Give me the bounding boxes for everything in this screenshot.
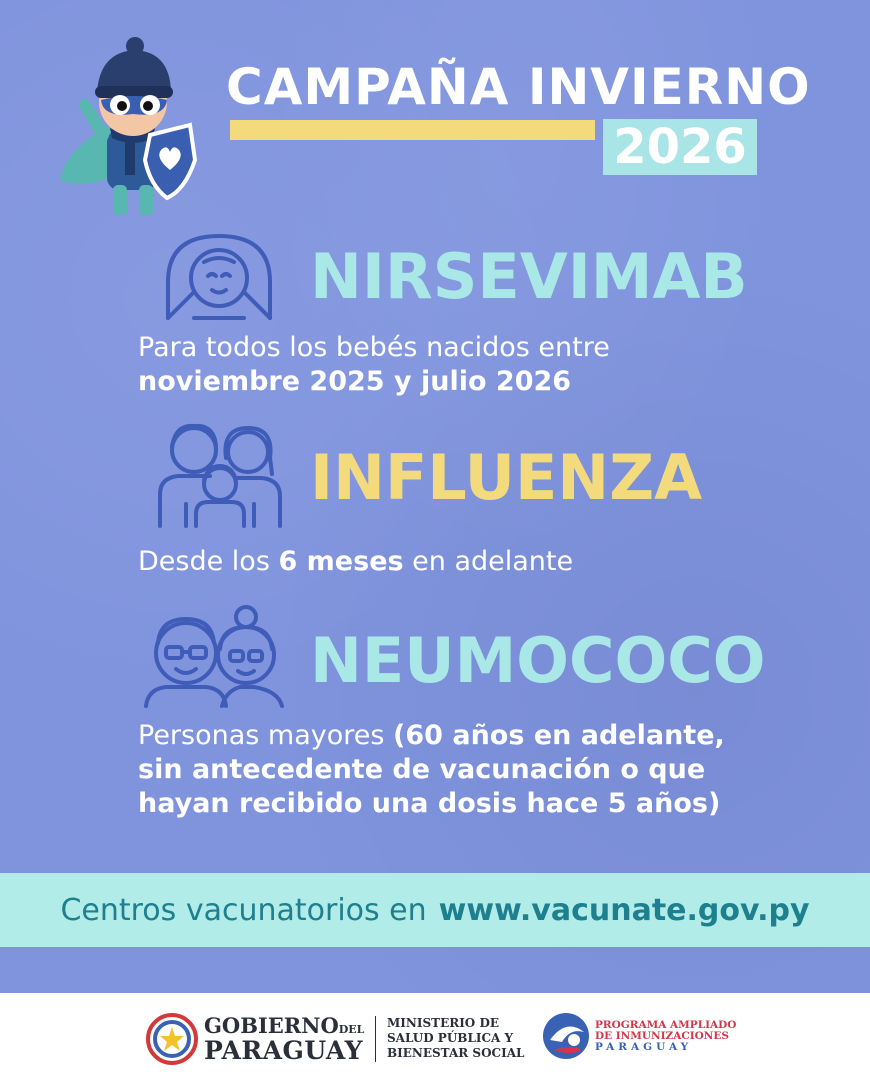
banner-text: Centros vacunatorios en [60, 892, 427, 928]
description-line-bold: hayan recibido una dosis hace 5 años) [138, 788, 721, 819]
title-underline-bar [230, 120, 595, 140]
description-line: Para todos los bebés nacidos entre [138, 332, 610, 363]
government-star-emblem-icon [146, 1013, 198, 1065]
year-badge [603, 119, 757, 175]
description-line-bold: sin antecedente de vacunación o que [138, 754, 706, 785]
pai-line: DE INMUNIZACIONES [595, 1030, 729, 1042]
ministry-line: MINISTERIO DE [387, 1016, 499, 1030]
vaccine-name-nirsevimab [310, 240, 748, 313]
neumococo-description [138, 719, 725, 821]
vaccine-name-neumococo [310, 624, 766, 697]
ministry-line: BIENESTAR SOCIAL [387, 1046, 525, 1060]
influenza-description [138, 545, 573, 579]
campaign-year: 2026 [613, 119, 747, 175]
baby-icon [164, 232, 274, 320]
vaccine-name-influenza [310, 441, 703, 514]
vaccine-name-text: NIRSEVIMAB [310, 240, 748, 313]
description-bold: 6 meses [278, 546, 404, 577]
government-of-paraguay-logo [204, 1015, 364, 1063]
pai-line: PARAGUAY [595, 1041, 693, 1053]
family-icon [156, 418, 284, 528]
description-text: Desde los [138, 546, 279, 577]
website-link[interactable]: www.vacunate.gov.py [438, 892, 810, 928]
immunization-program-text [595, 1020, 736, 1053]
ministry-logo-text [387, 1016, 524, 1061]
vaccination-centers-banner [0, 873, 870, 947]
nirsevimab-description [138, 331, 610, 399]
footer-divider [375, 1016, 376, 1062]
gov-line1-small: DEL [338, 1023, 365, 1036]
vaccine-name-text: NEUMOCOCO [310, 624, 766, 697]
immunization-program-logo-icon [540, 1010, 592, 1062]
description-line [138, 719, 725, 753]
pai-line: PROGRAMA AMPLIADO [595, 1019, 737, 1031]
superhero-mascot-icon [55, 30, 205, 225]
description-text: Personas mayores [138, 720, 394, 751]
elderly-couple-icon [140, 603, 286, 708]
vaccine-name-text: INFLUENZA [310, 441, 703, 514]
description-bold: (60 años en adelante, [393, 720, 725, 751]
gov-line1: GOBIERNO [204, 1013, 339, 1038]
ministry-line: SALUD PÚBLICA Y [387, 1031, 514, 1045]
gov-line2: PARAGUAY [204, 1036, 363, 1065]
campaign-title: CAMPAÑA INVIERNO [226, 58, 811, 116]
description-text: en adelante [403, 546, 574, 577]
description-line-bold: noviembre 2025 y julio 2026 [138, 366, 572, 397]
